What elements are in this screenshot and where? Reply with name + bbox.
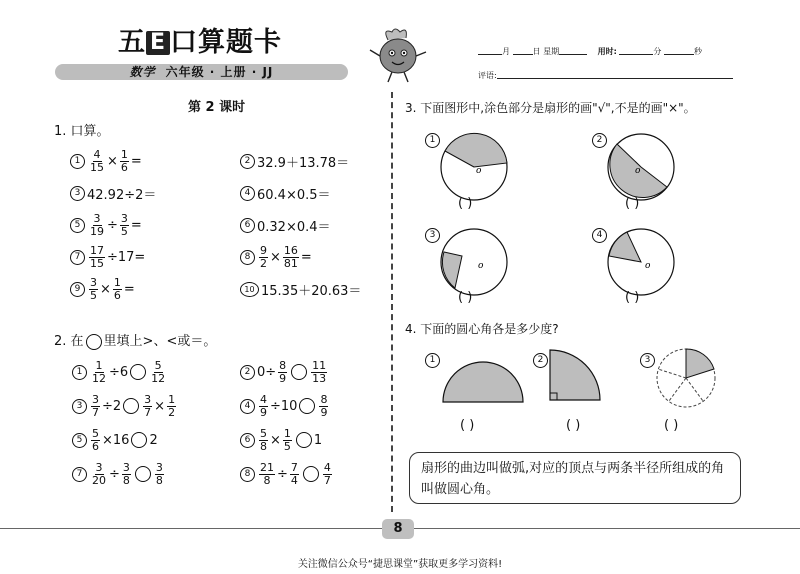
q3-answer-2: ( ) xyxy=(625,196,640,211)
q1-item-10: 10 15.35＋20.63＝ xyxy=(240,273,380,305)
subject-bar-text xyxy=(55,63,348,80)
q3-circle-2 xyxy=(605,131,677,203)
definition-text: 扇形的曲边叫做弧,对应的顶点与两条半径所组成的角叫做圆心角。 xyxy=(421,461,725,497)
subject-label: 数学 xyxy=(129,65,156,79)
q3-label-2: 2 xyxy=(592,127,609,148)
q2-item-2: 2 0÷ $\frac{8}{9}$ $\frac{11}{13}$ xyxy=(240,355,380,389)
q2-item-5: 5 $\frac{5}{6}$ ×16 2 xyxy=(72,423,240,457)
q4-label-1: 1 xyxy=(425,347,442,368)
q2-item-6: 6 $\frac{5}{8}$ × $\frac{1}{5}$ 1 xyxy=(240,423,380,457)
q3-circle-4 xyxy=(605,226,677,298)
q3-circle-1 xyxy=(438,131,510,203)
q2-item-7: 7 $\frac{3}{20}$ ÷ $\frac{3}{8}$ $\frac{3}{8}$ xyxy=(72,457,240,491)
q1-item-1: 1 $\frac{4}{15}$ × $\frac{1}{6}$ = xyxy=(70,145,240,177)
svg-text:o: o xyxy=(645,261,651,271)
q4-title: 4. 下面的圆心角各是多少度? xyxy=(405,322,559,336)
q3-answer-1: ( ) xyxy=(458,196,473,211)
svg-text:o: o xyxy=(635,166,641,176)
q3-answer-4: ( ) xyxy=(625,290,640,305)
q3-label-3: 3 xyxy=(425,222,442,243)
footer-note: 关注微信公众号“捷思课堂”获取更多学习资料! xyxy=(297,559,503,570)
q2-item-4: 4 $\frac{4}{9}$ ÷10 $\frac{8}{9}$ xyxy=(240,389,380,423)
q1-item-7: 7 $\frac{17}{15}$ ÷17= xyxy=(70,241,240,273)
q2-item-8: 8 $\frac{21}{8}$ ÷ $\frac{7}{4}$ $\frac{4}{7}$ xyxy=(240,457,380,491)
page-number: 8 xyxy=(382,519,414,539)
q3-title: 3. 下面图形中,涂色部分是扇形的画"√",不是的画"×"。 xyxy=(405,101,696,115)
q2-item-3: 3 $\frac{3}{7}$ ÷2 $\frac{3}{7}$ × $\frac{1}{2}$ xyxy=(72,389,240,423)
title-e-logo: E xyxy=(146,31,170,55)
svg-text:o: o xyxy=(478,261,484,271)
q1-item-8: 8 $\frac{9}{2}$ × $\frac{16}{81}$ = xyxy=(240,241,380,273)
q3-label-4: 4 xyxy=(592,222,609,243)
grade-label: 六年级 · 上册 · JJ xyxy=(165,65,274,79)
q1-item-6: 6 0.32×0.4＝ xyxy=(240,209,380,241)
q2-item-1: 1 $\frac{1}{12}$ ÷6 $\frac{5}{12}$ xyxy=(72,355,240,389)
q1-item-3: 3 42.92÷2＝ xyxy=(70,177,240,209)
lesson-title: 第 2 课时 xyxy=(188,100,246,115)
svg-text:o: o xyxy=(476,166,482,176)
card-title: 五 E 口算题卡 xyxy=(118,27,282,58)
q1-item-2: 2 32.9＋13.78＝ xyxy=(240,145,380,177)
q2-title: 2. 在 里填上>、<或＝。 xyxy=(54,334,217,349)
q1-item-5: 5 $\frac{3}{19}$ ÷ $\frac{3}{5}$ = xyxy=(70,209,240,241)
q3-label-1: 1 xyxy=(425,127,442,148)
column-divider xyxy=(391,92,393,512)
q2-items xyxy=(72,355,382,491)
q4-pie-sector xyxy=(655,347,717,409)
q1-item-9: 9 $\frac{3}{5}$ × $\frac{1}{6}$ = xyxy=(70,273,240,305)
radish-mascot-icon xyxy=(362,26,434,84)
q1-title: 1. 口算。 xyxy=(54,124,110,139)
q1-items xyxy=(70,145,380,305)
q4-quarter-circle xyxy=(546,348,604,404)
q3-answer-3: ( ) xyxy=(458,290,473,305)
q4-answer-1: ( ) xyxy=(460,418,475,433)
q4-semicircle xyxy=(440,360,526,405)
q4-label-3: 3 xyxy=(640,347,657,368)
date-fields: 月 日 星期 用时: 分 秒 xyxy=(478,46,702,57)
q3-circle-3 xyxy=(438,226,510,298)
q4-answer-2: ( ) xyxy=(566,418,581,433)
q4-answer-3: ( ) xyxy=(664,418,679,433)
q1-item-4: 4 60.4×0.5＝ xyxy=(240,177,380,209)
comment-field: 评语: xyxy=(478,70,733,81)
q4-label-2: 2 xyxy=(533,347,550,368)
